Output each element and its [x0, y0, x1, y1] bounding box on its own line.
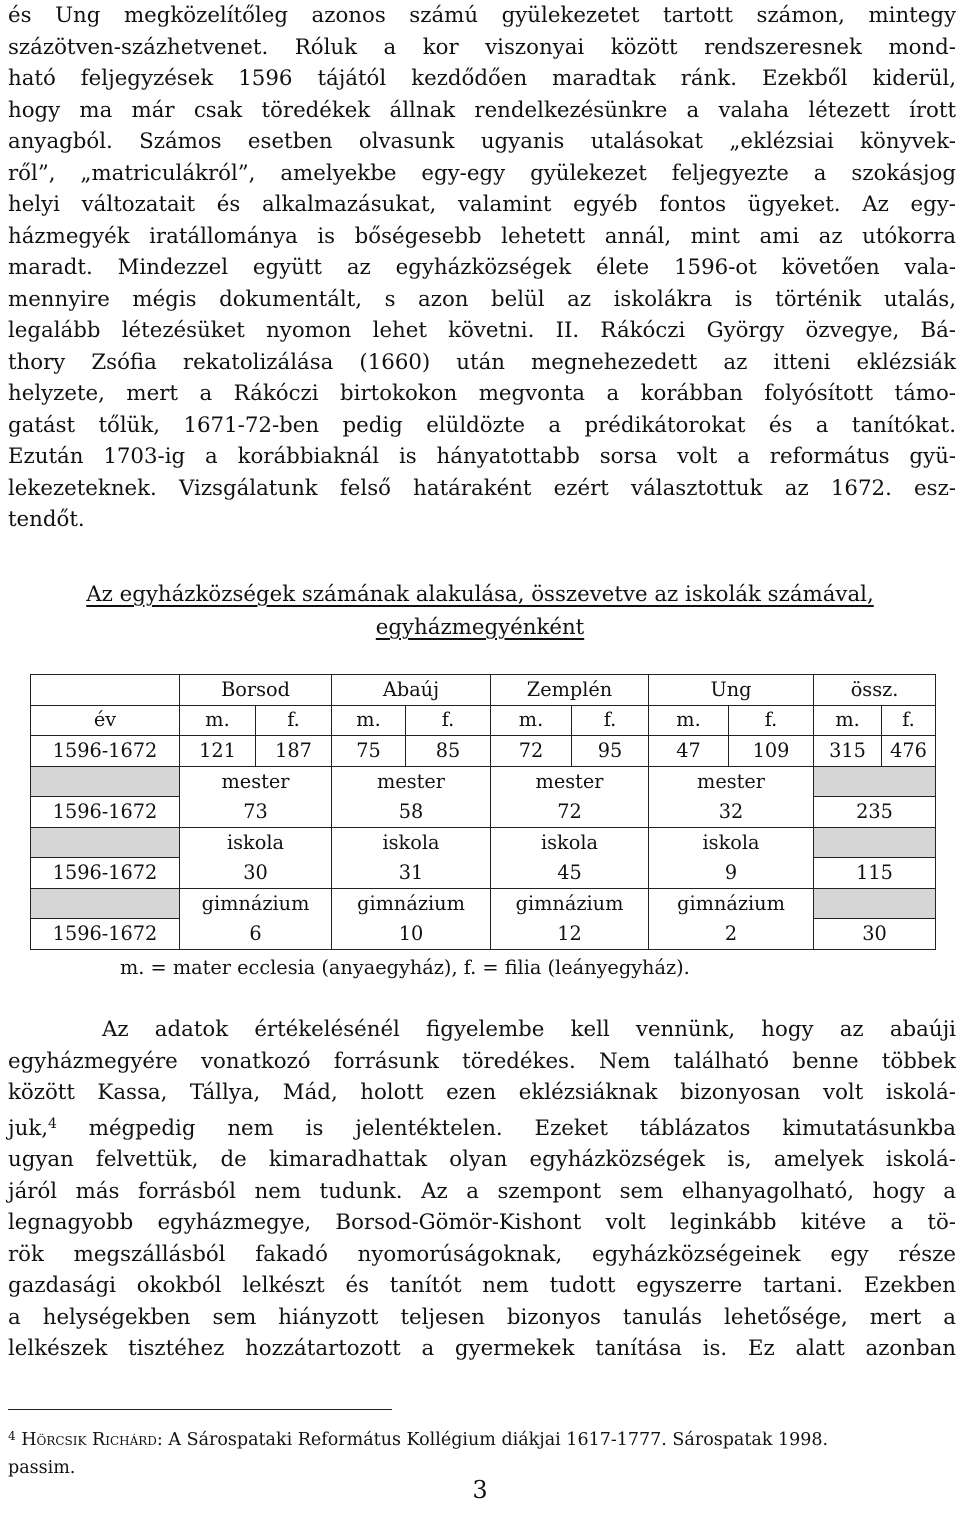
footnote-number: 4 [8, 1429, 16, 1443]
period-cell: 1596-1672 [31, 919, 180, 950]
table-row [31, 858, 936, 889]
table-row [31, 736, 936, 767]
text-line: között Kassa, Tállya, Mád, holott ezen eklézsiáknak bizonyosan volt iskolá- [8, 1080, 956, 1105]
text-line: ugyan felvettük, de kimaradhattak olyan egyházközségek is, amelyek iskolá- [8, 1147, 956, 1172]
value-cell: 121 [180, 736, 256, 767]
text-line: egyházmegyére vonatkozó forrásunk töredékes. Nem található benne többek [8, 1048, 956, 1074]
mf-header: m. [814, 705, 882, 736]
value-cell: 72 [491, 797, 649, 828]
value-cell: 9 [649, 858, 814, 889]
mf-header: f. [406, 705, 491, 736]
region-header-row [31, 675, 936, 706]
gray-cell [814, 827, 936, 858]
paragraph-1 [8, 0, 956, 536]
table-note: m. = mater ecclesia (anyaegyház), f. = filia (leányegyház). [120, 956, 690, 979]
iskola-label: iskola [332, 827, 491, 858]
table-row [31, 919, 936, 950]
gray-cell [814, 888, 936, 919]
page-number: 3 [472, 1476, 488, 1504]
period-cell: 1596-1672 [31, 797, 180, 828]
footnote-reference[interactable]: 4 [48, 1115, 57, 1132]
text-line: lekezeteknek. Vizsgálatunk felső határaként ezért választottuk az 1672. esz- [8, 475, 956, 501]
gimnazium-label: gimnázium [491, 888, 649, 919]
gray-cell [31, 827, 180, 858]
paragraph-2 [8, 1014, 956, 1365]
footnote [8, 1422, 954, 1482]
footnote-text: A Sárospataki Református Kollégium diákjai 1617-1777. Sárospatak 1998. [162, 1430, 829, 1450]
text-line: helyi változatait és alkalmazásukat, valamint egyéb fontos ügyeket. Az egy- [8, 192, 956, 217]
text-line: a helységekben sem hiányzott teljesen bizonyos tanulás lehetősége, mert a [8, 1304, 956, 1330]
text-line: járól más forrásból nem tudunk. Az a szempont sem elhanyagolható, hogy a [8, 1178, 956, 1204]
text-line: ről”, „matriculákról”, amelyekbe egy-egy gyülekezet feljegyezte a szokásjog [8, 160, 956, 186]
value-cell: 187 [256, 736, 332, 767]
text-line: legnagyobb egyházmegye, Borsod-Gömör-Kishont volt leginkább kitéve a tö- [8, 1210, 956, 1235]
value-cell: 30 [180, 858, 332, 889]
gray-cell [31, 888, 180, 919]
gimnazium-label: gimnázium [180, 888, 332, 919]
value-cell: 47 [649, 736, 729, 767]
period-cell: 1596-1672 [31, 858, 180, 889]
mf-header: m. [180, 705, 256, 736]
mester-label: mester [491, 766, 649, 797]
value-cell: 95 [572, 736, 649, 767]
blank-cell [31, 675, 180, 706]
value-cell: 10 [332, 919, 491, 950]
text-line: Ezután 1703-ig a korábbiaknál is hányatottabb sorsa volt a református gyü- [8, 444, 956, 469]
value-cell: 315 [814, 736, 882, 767]
text-line: anyagból. Számos esetben olvasunk ugyanis utalásokat „eklézsiai könyvek- [8, 129, 956, 154]
gimnazium-label: gimnázium [649, 888, 814, 919]
text-line: gatást tőlük, 1671-72-ben pedig elüldözte a prédikátorokat és a tanítókat. [8, 412, 956, 438]
text-line: Az adatok értékelésénél figyelembe kell vennünk, hogy az abaúji [102, 1017, 956, 1042]
value-cell: 58 [332, 797, 491, 828]
mester-label: mester [649, 766, 814, 797]
period-cell: 1596-1672 [31, 736, 180, 767]
value-cell: 32 [649, 797, 814, 828]
text-fragment: mégpedig nem is jelentéktelen. Ezeket táblázatos kimutatásunkba [56, 1115, 956, 1141]
iskola-label: iskola [649, 827, 814, 858]
caption-line: Az egyházközségek számának alakulása, összevetve az iskolák számával, [86, 582, 874, 607]
statistics-table [30, 674, 936, 950]
value-cell: 235 [814, 797, 936, 828]
text-line: ható feljegyzések 1596 tájától kezdődően maradtak ránk. Ezekből kiderül, [8, 66, 956, 91]
mester-label: mester [180, 766, 332, 797]
region-header: Zemplén [491, 675, 649, 706]
text-fragment: juk, [8, 1115, 48, 1141]
text-line: rök megszállásból fakadó nyomorúságoknak, egyházközségeinek egy része [8, 1241, 956, 1267]
text-line: hogy ma már csak töredékek állnak rendelkezésünkre a valaha létezett írott [8, 97, 956, 123]
text-line: tendőt. [8, 507, 85, 532]
text-line: legalább létezésüket nyomon lehet követni. II. Rákóczi György özvegye, Bá- [8, 318, 956, 343]
year-header: év [31, 705, 180, 736]
text-line: házmegyék iratállománya is bőségesebb lehetett annál, mint ami az utókorra [8, 223, 956, 249]
table-row [31, 797, 936, 828]
value-cell: 31 [332, 858, 491, 889]
mester-label: mester [332, 766, 491, 797]
value-cell: 115 [814, 858, 936, 889]
text-line: mennyire mégis dokumentált, s azon belül az iskolákra is történik utalás, [8, 286, 956, 312]
iskola-label: iskola [491, 827, 649, 858]
value-cell: 476 [882, 736, 936, 767]
iskola-label: iskola [180, 827, 332, 858]
text-line [8, 1109, 956, 1145]
value-cell: 6 [180, 919, 332, 950]
iskola-label-row [31, 827, 936, 858]
value-cell: 45 [491, 858, 649, 889]
mf-header-row [31, 705, 936, 736]
value-cell: 30 [814, 919, 936, 950]
footnote-divider [8, 1409, 392, 1410]
text-line: gazdasági okokból lelkészt és tanítót nem tudott egyszerre tartani. Ezekben [8, 1273, 956, 1298]
gimnazium-label-row [31, 888, 936, 919]
value-cell: 72 [491, 736, 572, 767]
gray-cell [814, 766, 936, 797]
caption-line: egyházmegyénként [375, 615, 585, 640]
value-cell: 109 [729, 736, 814, 767]
region-header: Ung [649, 675, 814, 706]
gray-cell [31, 766, 180, 797]
region-header: Abaúj [332, 675, 491, 706]
text-line: lelkészek tisztéhez hozzátartozott a gyermekek tanítása is. Ez alatt azonban [8, 1336, 956, 1361]
region-header: Borsod [180, 675, 332, 706]
footnote-text: passim. [8, 1458, 76, 1478]
mf-header: m. [332, 705, 406, 736]
mf-header: m. [491, 705, 572, 736]
value-cell: 2 [649, 919, 814, 950]
mf-header: m. [649, 705, 729, 736]
text-line: százötven-százhetvenet. Róluk a kor viszonyai között rendszeresnek mond- [8, 34, 956, 60]
mf-header: f. [256, 705, 332, 736]
text-line: thory Zsófia rekatolizálása (1660) után megnehezedett az itteni eklézsiák [8, 349, 956, 375]
mf-header: f. [882, 705, 936, 736]
value-cell: 12 [491, 919, 649, 950]
text-line: maradt. Mindezzel együtt az egyházközségek élete 1596-ot követően vala- [8, 255, 956, 280]
value-cell: 85 [406, 736, 491, 767]
mf-header: f. [729, 705, 814, 736]
gimnazium-label: gimnázium [332, 888, 491, 919]
region-header: össz. [814, 675, 936, 706]
mester-label-row [31, 766, 936, 797]
footnote-author: Hörcsik Richárd: [21, 1430, 163, 1450]
value-cell: 73 [180, 797, 332, 828]
value-cell: 75 [332, 736, 406, 767]
text-line: és Ung megközelítőleg azonos számú gyülekezetet tartott számon, mintegy [8, 3, 956, 28]
mf-header: f. [572, 705, 649, 736]
text-line: helyzete, mert a Rákóczi birtokokon megvonta a korábban folyósított támo- [8, 381, 956, 406]
table-caption [0, 578, 960, 644]
